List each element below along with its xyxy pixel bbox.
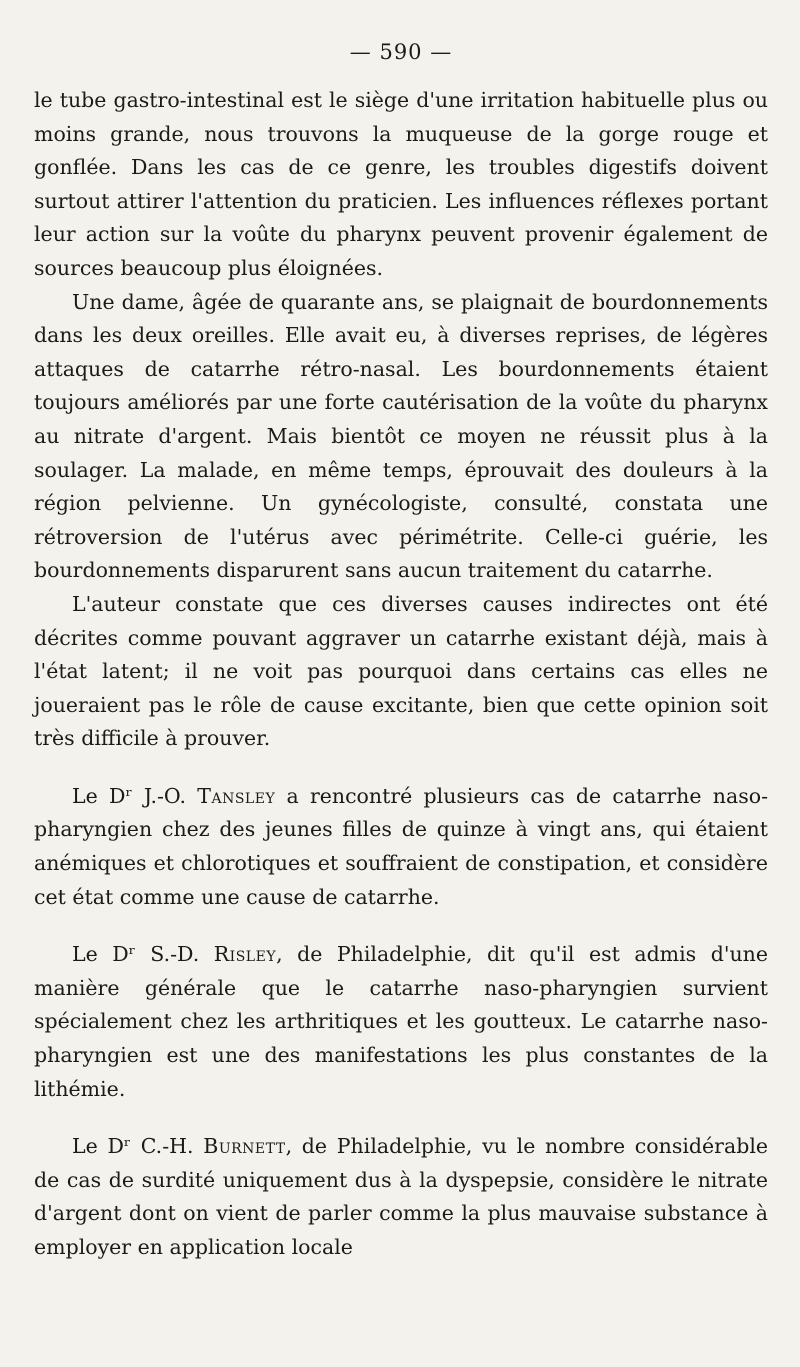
paragraph-case-report: Une dame, âgée de quarante ans, se plaignait de bourdonnements dans les deux oreilles. Elle avait eu, à diverses reprises, de légères attaques de catarrhe rétro-nasal. Les bourdonnements étaient toujours améliorés par une forte cautérisation de la voûte du pharynx au nitrate d'argent. Mais bientôt ce moyen ne réussit plus à la soulager. La malade, en même temps, éprouvait des douleurs à la région pelvienne. Un gynécologiste, consulté, constata une rétroversion de l'utérus avec périmétrite. Celle-ci guérie, les bourdonnements disparurent sans aucun traitement du catarrhe. — [34, 289, 768, 583]
page-number: — 590 — — [349, 40, 453, 64]
doctor-prefix: Le Dʳ J.-O. — [72, 783, 198, 808]
paragraph-author-remark: L'auteur constate que ces diverses causes indirectes ont été décrites comme pouvant aggraver un catarrhe existant déjà, mais à l'état latent; il ne voit pas pourquoi dans certains cas elles ne joueraient pas le rôle de cause excitante, bien que cette opinion soit très difficile à prouver. — [34, 591, 768, 751]
doctor-name: Risley — [213, 942, 277, 967]
paragraph-tansley — [34, 780, 768, 914]
doctor-prefix: Le Dʳ C.-H. — [72, 1134, 204, 1159]
doctor-name: Tansley — [197, 783, 276, 808]
paragraph-risley — [34, 938, 768, 1106]
paragraph-text: , de Philadelphie, dit qu'il est admis d'une manière générale que le catarrhe naso-pharyngien survient spécialement chez les arthritiques et les goutteux. Le catarrhe naso-pharyngien est une des manifestations les plus constantes de la lithémie. — [34, 942, 768, 1101]
paragraph-burnett — [34, 1130, 768, 1264]
doctor-name: Burnett — [203, 1134, 286, 1159]
paragraph-continuation: le tube gastro-intestinal est le siège d'une irritation habituelle plus ou moins grande, nous trouvons la muqueuse de la gorge rouge et gonflée. Dans les cas de ce genre, les troubles digestifs doivent surtout attirer l'attention du praticien. Les influences réflexes portant leur action sur la voûte du pharynx peuvent provenir également de sources beaucoup plus éloignées. — [34, 88, 768, 280]
doctor-prefix: Le Dʳ S.-D. — [72, 942, 214, 967]
body-text — [34, 84, 768, 1265]
paragraph-text: , de Philadelphie, vu le nombre considérable de cas de surdité uniquement dus à la dyspepsie, considère le nitrate d'argent dont on vient de parler comme la plus mauvaise substance à employer en application locale — [34, 1134, 769, 1259]
paragraph-text: a rencontré plusieurs cas de catarrhe naso-pharyngien chez des jeunes filles de quinze à vingt ans, qui étaient anémiques et chlorotiques et souffraient de constipation, et considère cet état comme une cause de catarrhe. — [34, 783, 768, 909]
